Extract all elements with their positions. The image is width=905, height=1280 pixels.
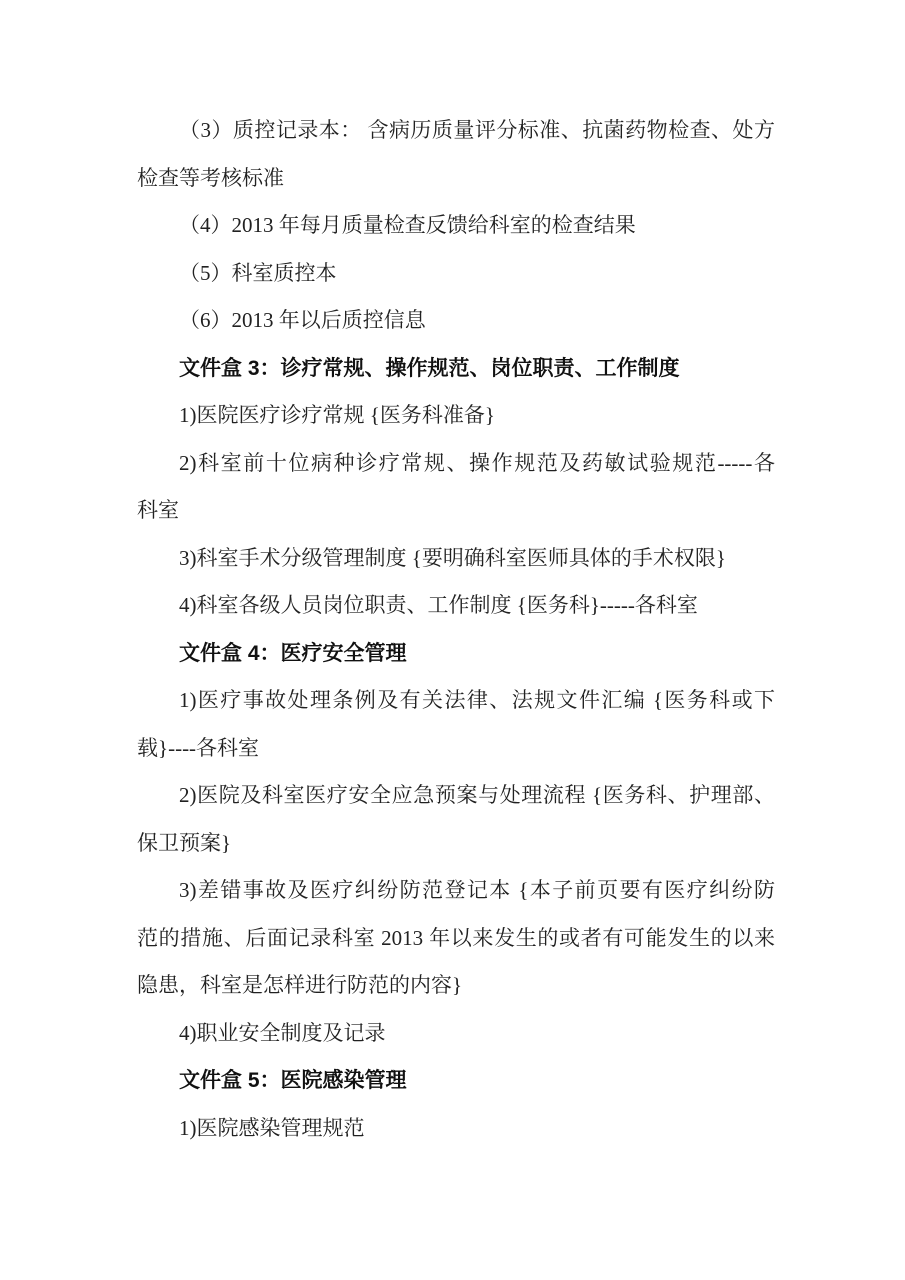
text-line: 范的措施、后面记录科室 2013 年以来发生的或者有可能发生的以来 (137, 925, 775, 950)
text-line: 2)医院及科室医疗安全应急预案与处理流程 {医务科、护理部、 (179, 783, 775, 807)
text-line: （5）科室质控本 (179, 260, 337, 285)
document-body (137, 107, 775, 1152)
heading-line: 文件盒 4：医疗安全管理 (179, 641, 407, 665)
text-line: （3）质控记录本： 含病历质量评分标准、抗菌药物检查、处方 (179, 118, 775, 142)
text-line: 3)差错事故及医疗纠纷防范登记本 {本子前页要有医疗纠纷防 (179, 878, 775, 902)
text-line: （6）2013 年以后质控信息 (179, 308, 426, 332)
text-line: 4)职业安全制度及记录 (179, 1020, 386, 1045)
text-line: 2)科室前十位病种诊疗常规、操作规范及药敏试验规范-----各 (179, 450, 775, 475)
text-line: 1)医疗事故处理条例及有关法律、法规文件汇编 {医务科或下 (179, 688, 775, 712)
text-line: 1)医院医疗诊疗常规 {医务科准备} (179, 403, 495, 427)
heading-line: 文件盒 5：医院感染管理 (179, 1069, 407, 1092)
text-line: （4）2013 年每月质量检查反馈给科室的检查结果 (179, 213, 636, 237)
text-line: 3)科室手术分级管理制度 {要明确科室医师具体的手术权限} (179, 545, 726, 570)
text-line: 4)科室各级人员岗位职责、工作制度 {医务科}-----各科室 (179, 593, 698, 617)
text-line: 载}----各科室 (137, 735, 260, 760)
text-line: 检查等考核标准 (137, 165, 284, 190)
text-line: 隐患，科室是怎样进行防范的内容} (137, 973, 463, 997)
text-line: 科室 (137, 498, 179, 522)
text-line: 保卫预案} (137, 830, 232, 855)
heading-line: 文件盒 3：诊疗常规、操作规范、岗位职责、工作制度 (179, 356, 680, 380)
text-line: 1)医院感染管理规范 (179, 1115, 365, 1140)
